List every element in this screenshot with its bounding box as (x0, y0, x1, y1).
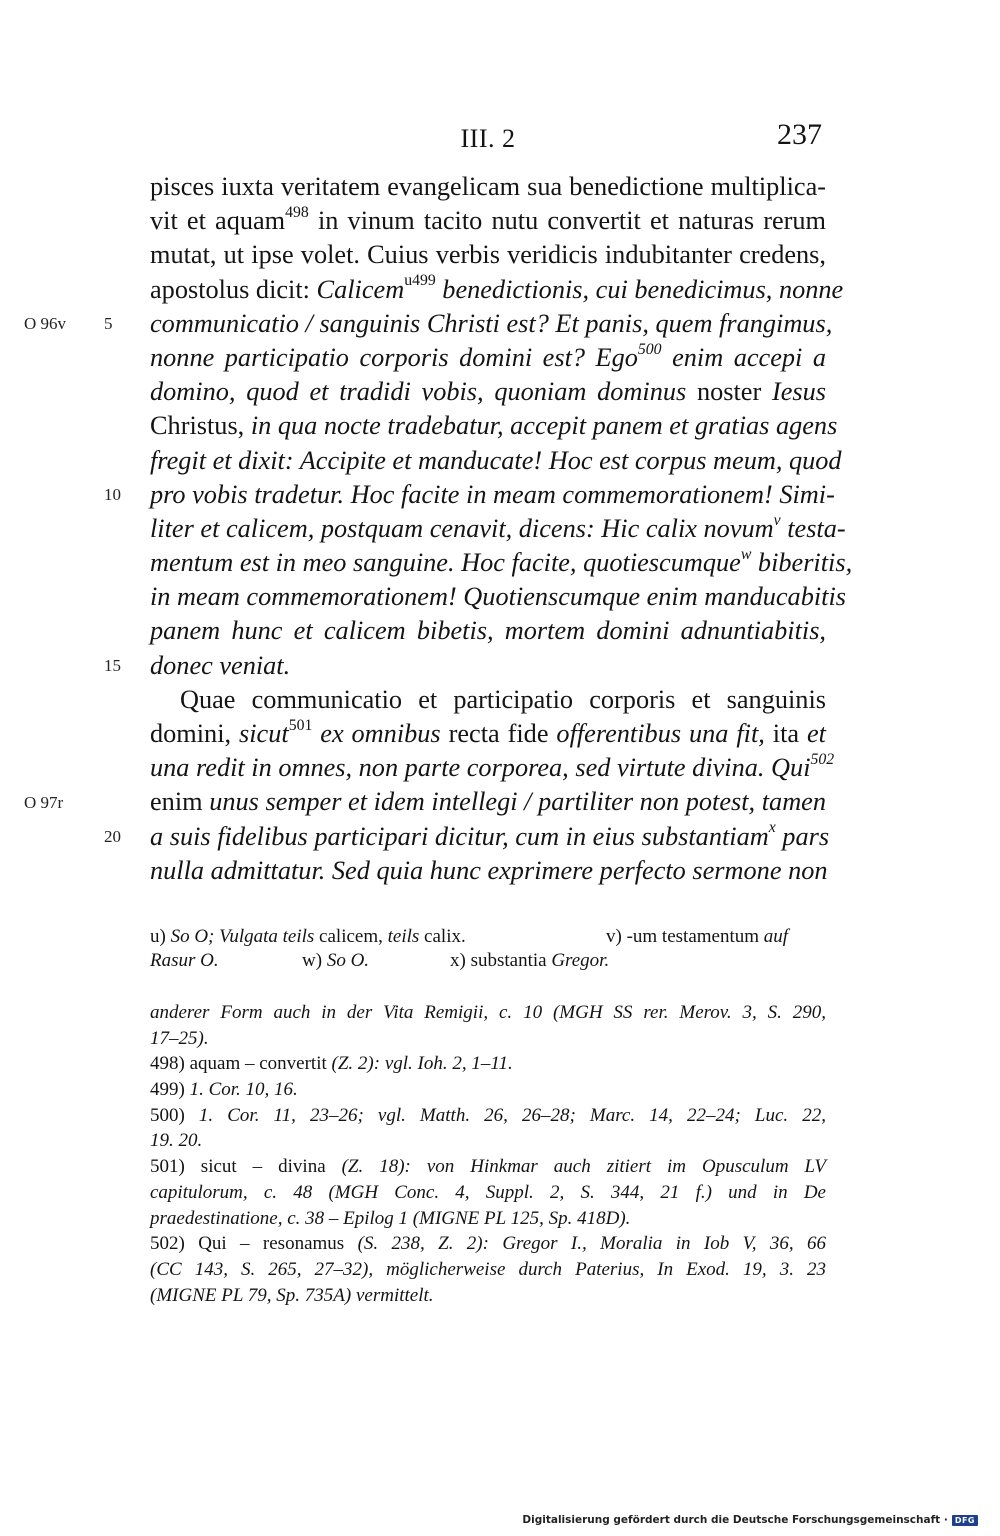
text-line: pisces iuxta veritatem evangelicam sua benedictione multiplica- (150, 172, 826, 201)
text-line: mentum est in meo sanguine. Hoc facite, quotiescumque$^w$ biberitis, (150, 545, 853, 578)
folio-signature: O 97r (24, 792, 64, 812)
text-line: a suis fidelibus participari dicitur, cum in eius substantiam$^x$ pars (150, 819, 830, 851)
footnote-ref: 498 (285, 204, 309, 222)
apparatus-line (150, 949, 826, 973)
footnote-ref: 501 (288, 716, 313, 734)
text-line: Quae communicatio et participatio corporis et sanguinis (180, 684, 826, 714)
text-line: apostolus dicit: Calicem$^{u499}$ benedictionis, cui benedicimus, nonne (150, 272, 844, 304)
text-line: communicatio / sanguinis Christi est? Et panis, quem frangimus, (150, 308, 833, 338)
line-number: 15 (104, 655, 121, 675)
variant-note-v-cont: Rasur O. (150, 950, 219, 971)
footnote-ref: w (740, 545, 752, 563)
text-line: fregit et dixit: Accipite et manducate! Hoc est corpus meum, quod (150, 445, 842, 475)
text-line: domini, sicut$^{501}$ ex omnibus recta fide offerentibus una fit, ita et (150, 716, 826, 748)
variant-note-v: v) -um testamentum auf (606, 926, 789, 947)
line-number: 20 (104, 826, 121, 846)
text-line: enim unus semper et idem intellegi / partiliter non potest, tamen (150, 787, 827, 817)
text-line: pro vobis tradetur. Hoc facite in meam commemorationem! Simi- (150, 479, 835, 509)
section-number: III. 2 (460, 124, 516, 153)
source-apparatus (150, 1000, 826, 1308)
text-line: nonne participatio corporis domini est? Ego$^{500}$ enim accepi a (150, 340, 826, 372)
variant-note-x: x) substantia Gregor. (450, 950, 610, 971)
apparatus-line (150, 925, 826, 949)
variant-note-w: w) So O. (302, 950, 370, 971)
footnote-ref: u499 (404, 272, 436, 290)
text-line: Christus, in qua nocte tradebatur, accepit panem et gratias agens (150, 411, 838, 441)
source-line: anderer Form auch in der Vita Remigii, c. 10 (MGH SS rer. Merov. 3, S. 290, (150, 1002, 826, 1023)
source-line: praedestinatione, c. 38 – Epilog 1 (MIGNE PL 125, Sp. 418D). (150, 1207, 631, 1229)
folio-signature: O 96v (24, 313, 67, 333)
page-number: 237 (777, 118, 822, 151)
source-note-500: 500) 1. Cor. 11, 23–26; vgl. Matth. 26, 26–28; Marc. 14, 22–24; Luc. 22, (150, 1104, 827, 1126)
source-note-501: 501) sicut – divina (Z. 18): von Hinkmar auch zitiert im Opusculum LV (150, 1156, 826, 1178)
source-note-502: 502) Qui – resonamus (S. 238, Z. 2): Gregor I., Moralia in Iob V, 36, 66 (150, 1233, 827, 1255)
running-head (150, 118, 826, 158)
text-line: liter et calicem, postquam cenavit, dicens: Hic calix novum$^v$ testa- (150, 511, 846, 543)
variant-apparatus (150, 925, 826, 973)
line-number: 5 (104, 313, 113, 333)
main-text (150, 170, 853, 888)
text-line: panem hunc et calicem bibetis, mortem domini adnuntiabitis, (150, 616, 826, 646)
text-line: nulla admittatur. Sed quia hunc exprimere perfecto sermone non (150, 855, 828, 885)
footnote-ref: 500 (637, 340, 662, 358)
text-line: vit et aquam$^{498}$ in vinum tacito nutu convertit et naturas rerum (150, 204, 826, 236)
footnote-ref: v (773, 511, 781, 529)
line-number: 10 (104, 484, 121, 504)
source-note-499: 499) 1. Cor. 10, 16. (150, 1079, 298, 1101)
source-line: 17–25). (150, 1027, 209, 1049)
source-line: capitulorum, c. 48 (MGH Conc. 4, Suppl. 2, S. 344, 21 f.) und in De (150, 1181, 826, 1203)
digitization-footer (522, 1512, 978, 1528)
text-line: donec veniat. (150, 650, 291, 680)
text-line: in meam commemorationem! Quotienscumque enim manducabitis (150, 582, 847, 612)
text-line: mutat, ut ipse volet. Cuius verbis veridicis indubitanter credens, (150, 240, 826, 270)
source-line: (CC 143, S. 265, 27–32), möglicherweise durch Paterius, In Exod. 19, 3. 23 (150, 1258, 826, 1280)
source-line: (MIGNE PL 79, Sp. 735A) vermittelt. (150, 1284, 434, 1306)
footer-text: Digitalisierung gefördert durch die Deutsche Forschungsgemeinschaft · (522, 1514, 948, 1526)
text-line: una redit in omnes, non parte corporea, sed virtute divina. Qui$^{502}$ (150, 751, 835, 783)
footnote-ref: x (768, 819, 776, 837)
text-line: domino, quod et tradidi vobis, quoniam dominus noster Iesus (150, 377, 826, 407)
variant-note-u: u) So O; Vulgata teils calicem, teils calix. (150, 926, 466, 947)
source-line: 19. 20. (150, 1130, 203, 1152)
source-note-498: 498) aquam – convertit (Z. 2): vgl. Ioh. 2, 1–11. (150, 1053, 513, 1075)
footnote-ref: 502 (810, 751, 835, 769)
dfg-logo: DFG (952, 1515, 978, 1526)
